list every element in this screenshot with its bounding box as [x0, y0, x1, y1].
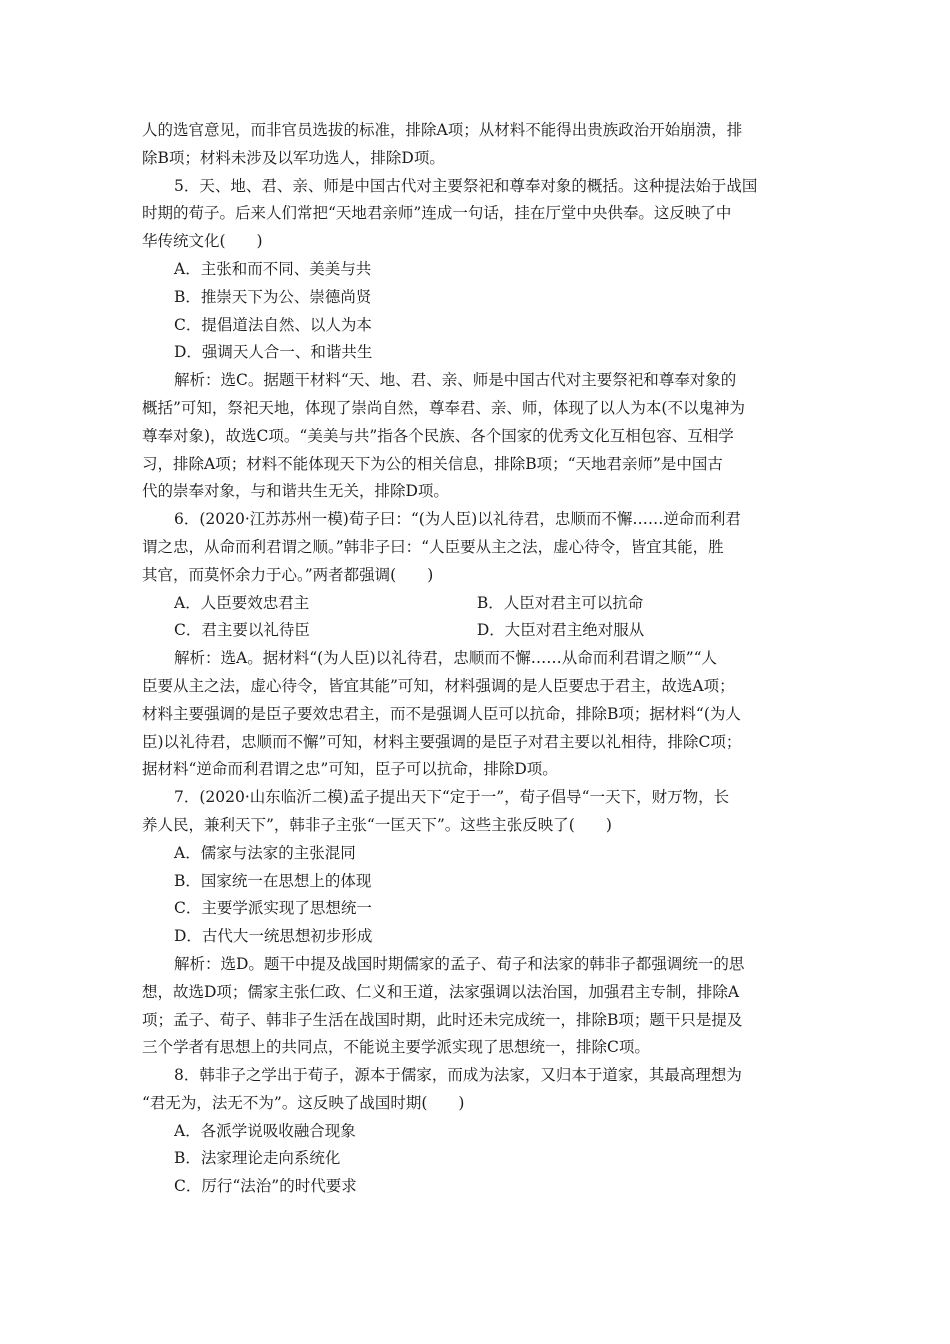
text-line: 据材料“逆命而利君谓之忠”可知，臣子可以抗命，排除D项。: [142, 760, 558, 779]
text-line: B．推崇天下为公、崇德尚贤: [174, 287, 372, 306]
option-row: [142, 590, 808, 618]
text-line: 其官，而莫怀余力于心。”两者都强调( ): [142, 565, 434, 584]
text-line: 时期的荀子。后来人们常把“天地君亲师”连成一句话，挂在厅堂中央供奉。这反映了中: [142, 204, 732, 223]
text-line: 除B项；材料未涉及以军功选人，排除D项。: [142, 148, 445, 167]
text-line: C．厉行“法治”的时代要求: [174, 1177, 357, 1196]
text-line: 5．天、地、君、亲、师是中国古代对主要祭祀和尊奉对象的概括。这种提法始于战国: [174, 176, 758, 195]
option-text: D．大臣对君主绝对服从: [476, 621, 645, 640]
text-line: 谓之忠，从命而利君谓之顺。”韩非子曰：“人臣要从主之法，虚心待令，皆宜其能，胜: [142, 537, 724, 556]
text-line: D．古代大一统思想初步形成: [174, 927, 373, 946]
text-line: 臣要从主之法，虚心待令，皆宜其能”可知，材料强调的是人臣要忠于君主，故选A项；: [142, 676, 735, 695]
option-text: A．人臣要效忠君主: [174, 593, 310, 612]
text-line: A．各派学说吸收融合现象: [174, 1121, 356, 1140]
text-line: 6．(2020·江苏苏州一模)荀子曰：“(为人臣)以礼待君，忠顺而不懈……逆命而利君: [174, 510, 741, 529]
option-row: [142, 617, 808, 645]
text-line: 尊奉对象)，故选C项。“美美与共”指各个民族、各个国家的优秀文化互相包容、互相学: [142, 426, 734, 445]
text-line: 解析：选D。题干中提及战国时期儒家的孟子、荀子和法家的韩非子都强调统一的思: [174, 954, 745, 973]
text-line: 解析：选A。据材料“(为人臣)以礼待君，忠顺而不懈……从命而利君谓之顺”“人: [174, 649, 718, 668]
text-line: 概括”可知，祭祀天地，体现了崇尚自然，尊奉君、亲、师，体现了以人为本(不以鬼神为: [142, 398, 745, 417]
text-line: B．法家理论走向系统化: [174, 1149, 341, 1168]
option-text: C．君主要以礼待臣: [174, 621, 310, 640]
text-line: 材料主要强调的是臣子要效忠君主，而不是强调人臣可以抗命，排除B项；据材料“(为人: [142, 704, 741, 723]
text-line: B．国家统一在思想上的体现: [174, 871, 372, 890]
text-line: 解析：选C。据题干材料“天、地、君、亲、师是中国古代对主要祭祀和尊奉对象的: [174, 371, 737, 390]
option-text: B．人臣对君主可以抗命: [476, 593, 644, 612]
document-page: [142, 117, 808, 1201]
text-line: C．提倡道法自然、以人为本: [174, 315, 372, 334]
text-line: 项；孟子、荀子、韩非子生活在战国时期，此时还未完成统一，排除B项；题干只是提及: [142, 1010, 743, 1029]
text-line: 想，故选D项；儒家主张仁政、仁义和王道，法家强调以法治国，加强君主专制，排除A: [142, 982, 740, 1001]
text-line: 三个学者有思想上的共同点，不能说主要学派实现了思想统一，排除C项。: [142, 1038, 650, 1057]
text-line: 养人民，兼利天下”，韩非子主张“一匡天下”。这些主张反映了( ): [142, 815, 612, 834]
text-line: 8．韩非子之学出于荀子，源本于儒家，而成为法家，又归本于道家，其最高理想为: [174, 1066, 742, 1085]
text-line: 华传统文化( ): [142, 232, 263, 251]
text-line: D．强调天人合一、和谐共生: [174, 343, 373, 362]
text-line: A．儒家与法家的主张混同: [174, 843, 356, 862]
text-line: C．主要学派实现了思想统一: [174, 899, 372, 918]
text-line: “君无为，法无不为”。这反映了战国时期( ): [142, 1093, 465, 1112]
text-line: 习，排除A项；材料不能体现天下为公的相关信息，排除B项；“天地君亲师”是中国古: [142, 454, 723, 473]
text-line: 人的选官意见，而非官员选拔的标准，排除A项；从材料不能得出贵族政治开始崩溃，排: [142, 121, 743, 139]
text-line: A．主张和而不同、美美与共: [174, 259, 372, 278]
text-line: 7．(2020·山东临沂二模)孟子提出天下“定于一”，荀子倡导“一天下，财万物，长: [174, 788, 730, 807]
text-line: 臣)以礼待君，忠顺而不懈”可知，材料主要强调的是臣子对君主要以礼相待，排除C项；: [142, 732, 742, 751]
text-line: 代的崇奉对象，与和谐共生无关，排除D项。: [142, 482, 449, 501]
